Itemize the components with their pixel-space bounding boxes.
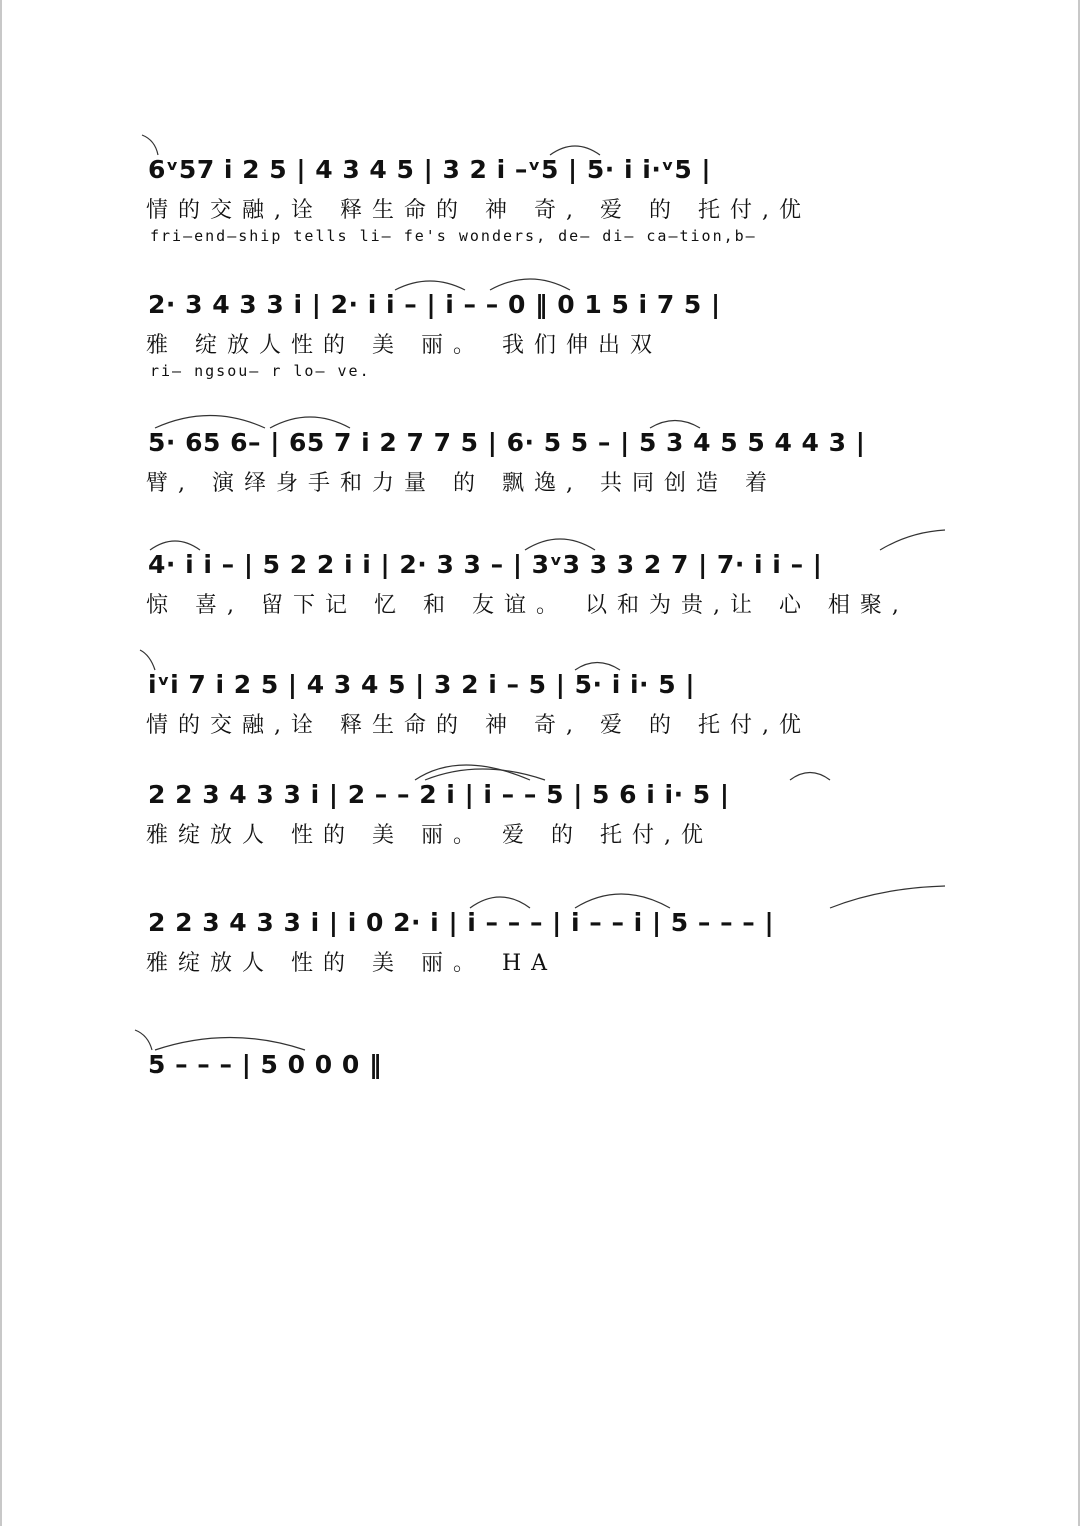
lyrics-chinese: 惊 喜, 留下记 忆 和 友谊。 以和为贵,让 心 相聚, bbox=[146, 593, 909, 618]
lyrics-english bbox=[150, 1122, 950, 1146]
notation-line: 2· 3 4 3 3 i | 2· i i – | i – – 0 ‖ 0 1 5 i 7 5 | bbox=[148, 290, 721, 319]
notation-line: 4· i i – | 5 2 2 i i | 2· 3 3 – | 3ᵛ3 3 3 2 7 | 7· i i – | bbox=[148, 550, 823, 579]
notation-line: 6ᵛ57 i 2 5 | 4 3 4 5 | 3 2 i –ᵛ5 | 5· i i·ᵛ5 | bbox=[148, 155, 712, 184]
score-system bbox=[0, 1050, 1080, 1190]
notation-line: 2 2 3 4 3 3 i | 2 – – 2 i | i – – 5 | 5 6 i i· 5 | bbox=[148, 780, 730, 809]
lyrics-english: ri– ngsou– r lo– ve. bbox=[150, 362, 371, 380]
lyrics-chinese: 情的交融,诠 释生命的 神 奇, 爱 的 托付,优 bbox=[146, 713, 811, 738]
notation-line: 5 – – – | 5 0 0 0 ‖ bbox=[148, 1050, 382, 1079]
notation-line: iᵛi 7 i 2 5 | 4 3 4 5 | 3 2 i – 5 | 5· i i· 5 | bbox=[148, 670, 695, 699]
notation-line: 5· 65 6– | 65 7 i 2 7 7 5 | 6· 5 5 – | 5 3 4 5 5 4 4 3 | bbox=[148, 428, 866, 457]
lyrics-chinese: 情的交融,诠 释生命的 神 奇, 爱 的 托付,优 bbox=[146, 198, 811, 223]
lyrics-chinese bbox=[146, 1088, 946, 1120]
notation-line: 2 2 3 4 3 3 i | i 0 2· i | i – – – | i – – i | 5 – – – | bbox=[148, 908, 775, 937]
lyrics-english bbox=[150, 980, 950, 1004]
lyrics-english: fri–end–ship tells li– fe's wonders, de– di– ca–tion,b– bbox=[150, 227, 757, 245]
lyrics-chinese: 雅 绽放人性的 美 丽。 我们伸出双 bbox=[146, 333, 662, 358]
lyrics-chinese: 臂, 演绎身手和力量 的 飘逸, 共同创造 着 bbox=[146, 471, 777, 496]
lyrics-chinese: 雅绽放人 性的 美 丽。 HA bbox=[146, 951, 558, 976]
lyrics-chinese: 雅绽放人 性的 美 丽。 爱 的 托付,优 bbox=[146, 823, 713, 848]
